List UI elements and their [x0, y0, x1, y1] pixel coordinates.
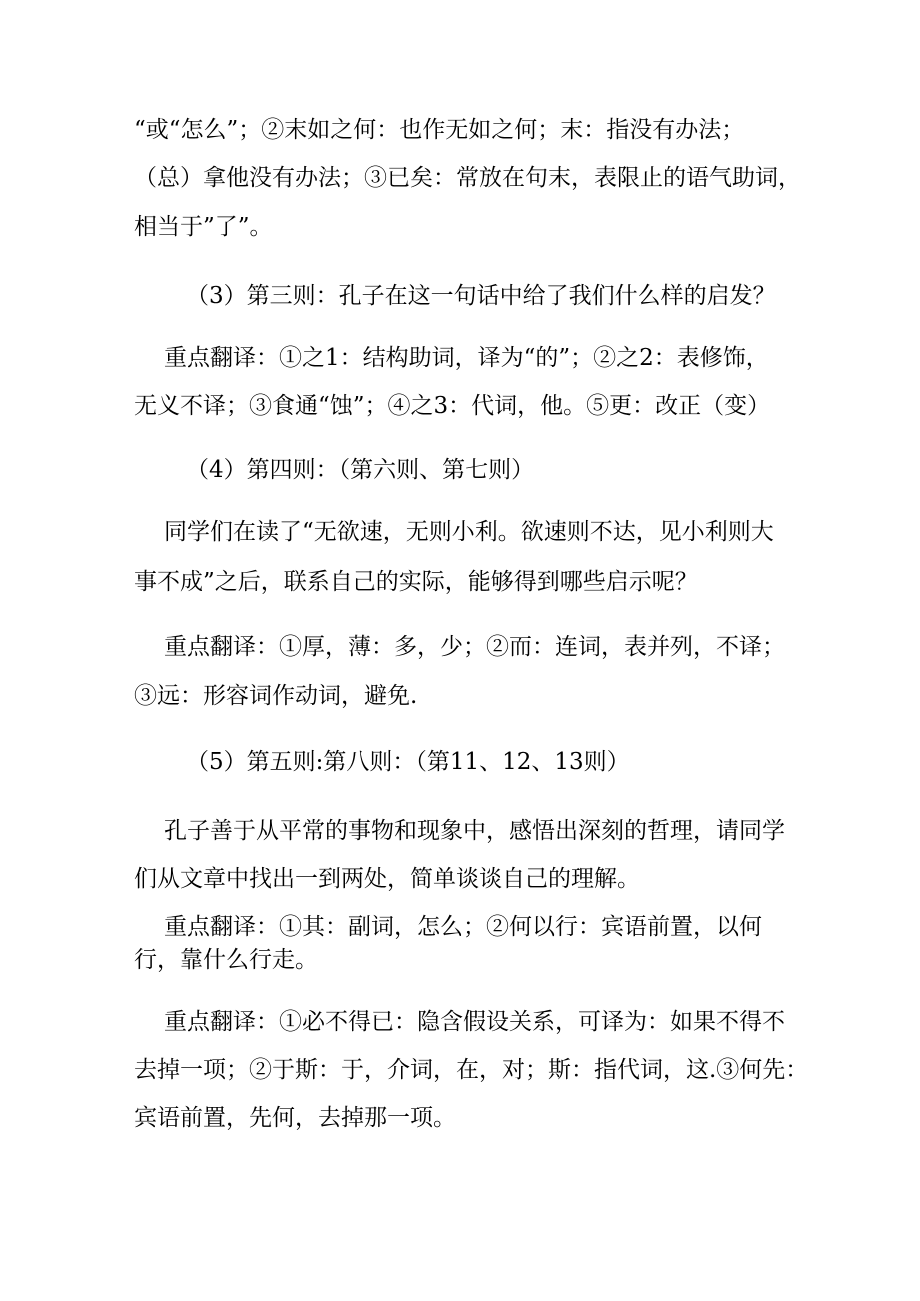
text-line: 宾语前置，先何，去掉那一项。 — [134, 1105, 456, 1131]
text-line: 们从文章中找出一到两处，简单谈谈自己的理解。 — [134, 866, 640, 892]
text-line: 同学们在读了“无欲速，无则小利。欲速则不达，见小利则大 — [164, 519, 774, 545]
text-line: 相当于”了”。 — [134, 214, 273, 240]
section-heading: （3）第三则：孔子在这一句话中给了我们什么样的启发？ — [186, 283, 776, 309]
text-line: 去掉一项；②于斯：于，介词，在，对；斯：指代词，这.③何先： — [134, 1057, 809, 1083]
text-line: 重点翻译：①必不得已：隐含假设关系，可译为：如果不得不 — [164, 1009, 785, 1035]
text-line: 无义不译；③食通“蚀”；④之3：代词，他。⑤更：改正（变） — [134, 393, 771, 419]
text-line: 重点翻译：①之1：结构助词，译为“的”；②之2：表修饰， — [164, 345, 769, 371]
text-line: ③远：形容词作动词，避免. — [134, 683, 418, 709]
text-line: 事不成”之后，联系自己的实际，能够得到哪些启示呢？ — [134, 569, 698, 595]
section-heading: （4）第四则：（第六则、第七则） — [186, 457, 535, 483]
text-line: 重点翻译：①其：副词，怎么；②何以行：宾语前置，以何 — [164, 914, 762, 940]
text-line: 孔子善于从平常的事物和现象中，感悟出深刻的哲理，请同学 — [164, 818, 785, 844]
text-line: 行，靠什么行走。 — [134, 947, 318, 973]
text-line: （总）拿他没有办法；③已矣：常放在句末，表限止的语气助词， — [134, 165, 801, 191]
text-line: 重点翻译：①厚，薄：多，少；②而：连词，表并列，不译； — [164, 634, 785, 660]
text-line: “或“怎么”；②末如之何：也作无如之何；末：指没有办法； — [134, 117, 745, 143]
section-heading: （5）第五则:第八则：（第11、12、13则） — [186, 749, 630, 775]
